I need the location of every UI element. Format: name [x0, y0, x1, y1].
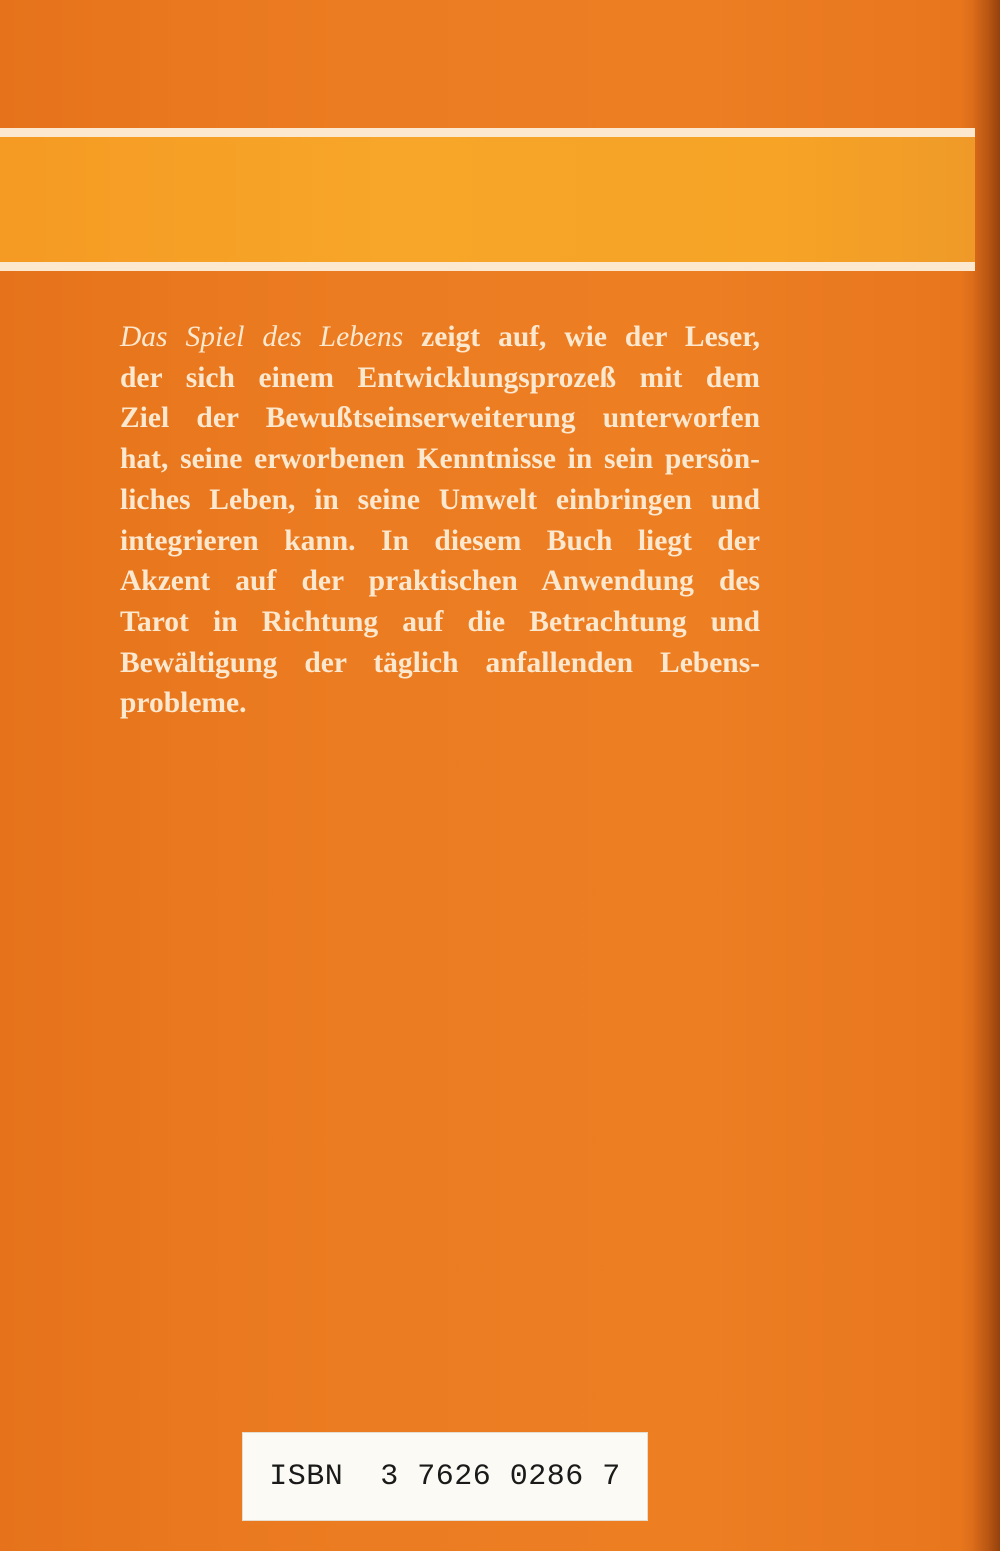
blurb-line: Bewältigung der täglich anfallenden Lebens-: [120, 646, 760, 679]
blurb-line: integrieren kann. In diesem Buch liegt der: [120, 524, 760, 557]
book-title: Das Spiel des Lebens: [120, 321, 404, 353]
blurb-line-text: zeigt auf, wie der Leser,: [403, 321, 760, 353]
decorative-stripe-bottom-line: [0, 262, 975, 271]
decorative-stripe-top-line: [0, 128, 975, 137]
isbn-number: ISBN 3 7626 0286 7: [269, 1459, 621, 1494]
blurb-line: probleme.: [120, 687, 247, 720]
blurb-line: hat, seine erworbenen Kenntnisse in sein persön-: [120, 443, 760, 476]
blurb-line: [120, 317, 760, 358]
blurb-line: der sich einem Entwicklungsprozeß mit dem: [120, 361, 760, 394]
isbn-sticker: [242, 1432, 648, 1521]
decorative-stripe-band: [0, 137, 975, 262]
cover-edge-shadow: [972, 0, 1000, 1551]
book-blurb: [120, 317, 760, 724]
blurb-line: Ziel der Bewußtseinserweiterung unterworfen: [120, 402, 760, 435]
blurb-line: Akzent auf der praktischen Anwendung des: [120, 565, 760, 598]
blurb-line: Tarot in Richtung auf die Betrachtung und: [120, 605, 760, 638]
blurb-line: liches Leben, in seine Umwelt einbringen und: [120, 483, 760, 516]
